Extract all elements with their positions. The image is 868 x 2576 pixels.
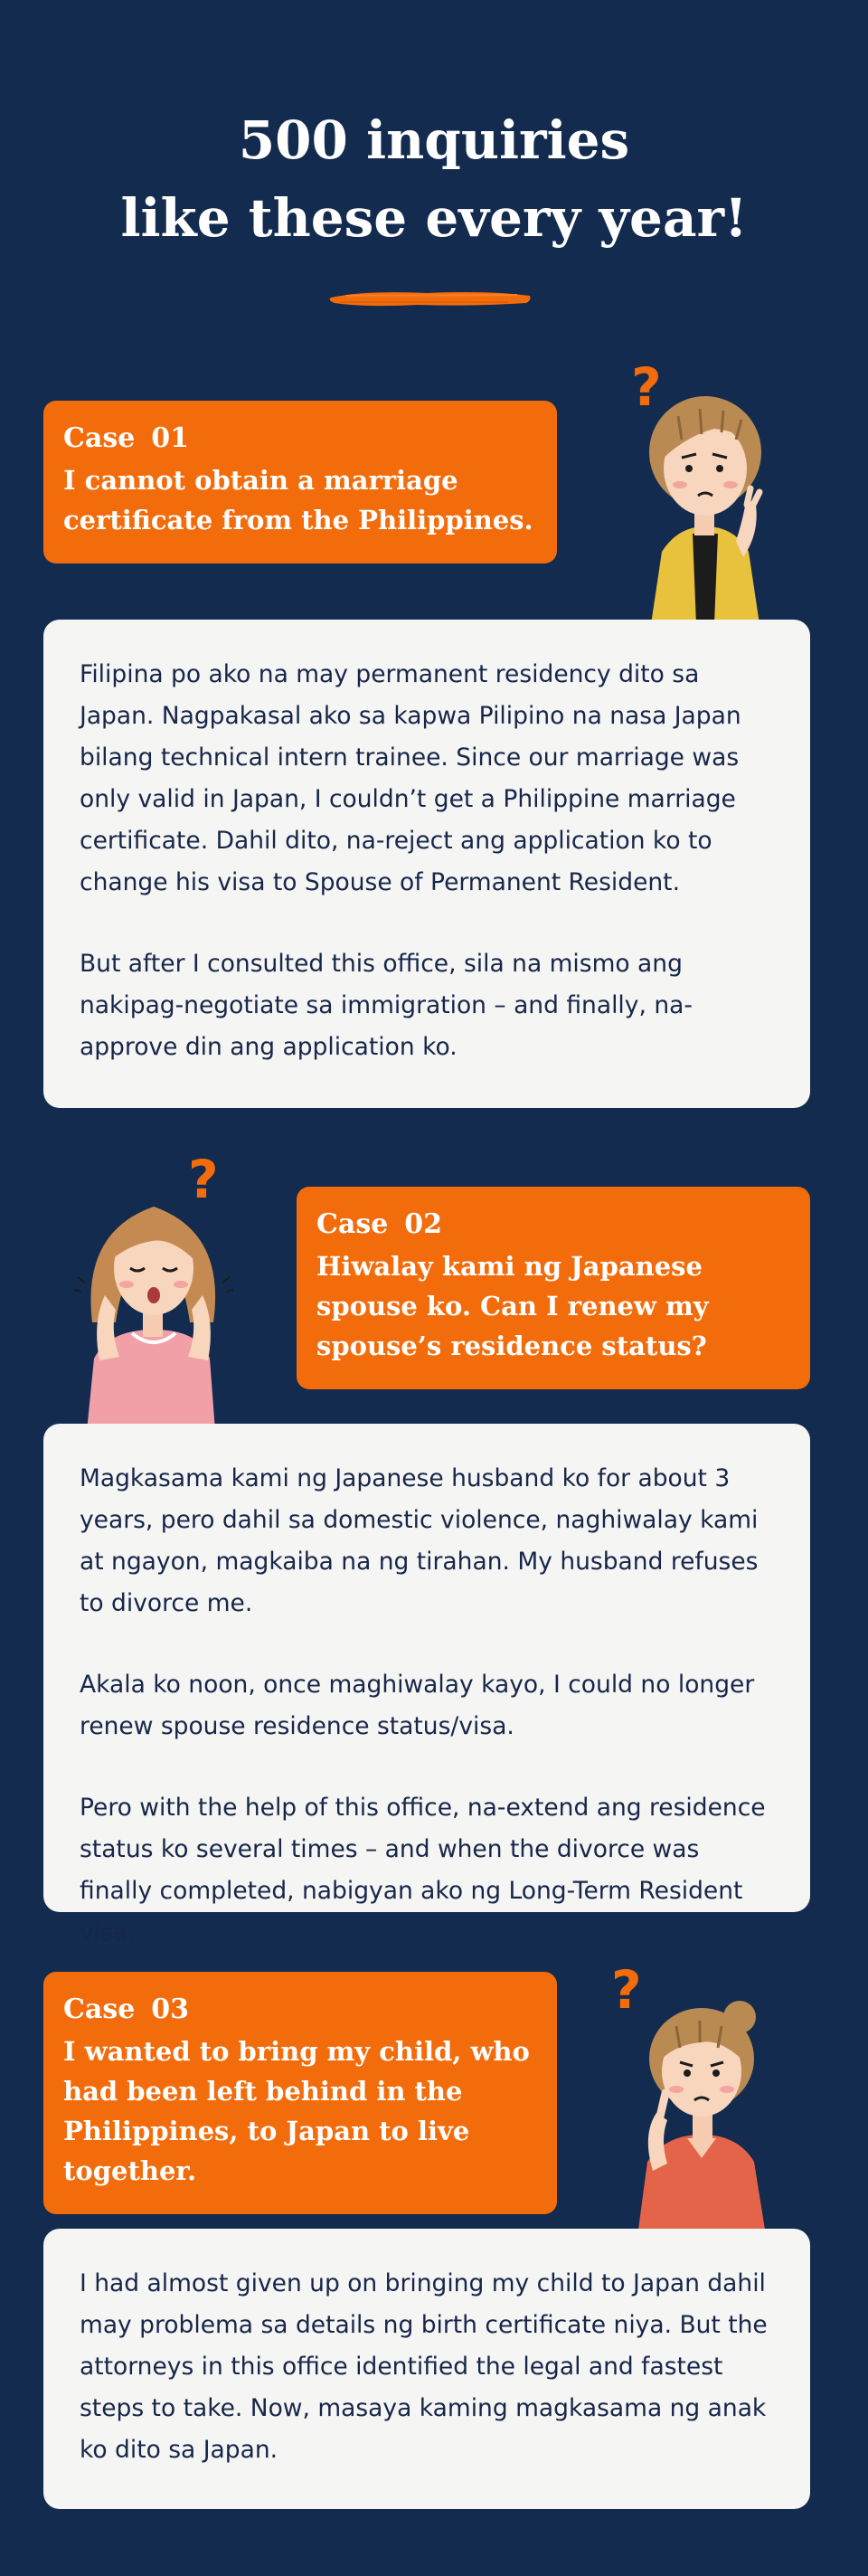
page-headline [0,101,868,257]
case-03-paragraph-1: I had almost given up on bringing my child to Japan dahil may problema sa details ng birth certificate niya. But the attorneys in this office identified the legal and fastest steps to take. Now, masaya kaming magkasama ng anak ko dito sa Japan. [80,2269,768,2464]
headline-line-1: 500 inquiries [238,109,630,171]
case-02-tag [297,1187,810,1389]
case-02-label: Case 02 [316,1208,443,1240]
case-03-label: Case 03 [63,1994,190,2025]
case-01-paragraph-1: Filipina po ako na may permanent residency dito sa Japan. Nagpakasal ako sa kapwa Pilipino na nasa Japan bilang technical intern trainee. Since our marriage was only valid in Japan, I couldn’t get a Philippine marriage certificate. Dahil dito, na-reject ang application ko to change his visa to Spouse of Permanent Resident. [80,660,741,896]
case-02-title: Hiwalay kami ng Japanese spouse ko. Can I renew my spouse’s residence status? [316,1251,709,1361]
brush-stroke-divider [327,288,533,309]
case-01-tag [43,401,557,564]
case-02-paragraph-2: Akala ko noon, once maghiwalay kayo, I could no longer renew spouse residence status/visa. [80,1671,755,1740]
case-02-paragraph-1: Magkasama kami ng Japanese husband ko for about 3 years, pero dahil sa domestic violence, naghiwalay kami at ngayon, magkaiba na ng tirahan. My husband refuses to divorce me. [80,1464,759,1617]
headline-line-2: like these every year! [120,187,748,249]
case-03-card [43,2229,810,2509]
case-03-title: I wanted to bring my child, who had been left behind in the Philippines, to Japan to live together. [63,2036,530,2186]
case-01-card [43,620,810,1108]
thinking-woman-red-top-icon [611,1954,783,2230]
case-02-paragraph-3: Pero with the help of this office, na-extend ang residence status ko several times – and when the divorce was finally completed, nabigyan ako ng Long-Term Resident visa. [80,1794,766,1946]
case-02-card [43,1424,810,1946]
distressed-woman-pink-top-icon [72,1151,235,1431]
case-01-paragraph-2: But after I consulted this office, sila na mismo ang nakipag-negotiate sa immigration – and finally, na-approve din ang application ko. [80,950,693,1061]
worried-woman-yellow-jacket-icon [624,353,787,624]
case-01-title: I cannot obtain a marriage certificate from the Philippines. [63,465,533,535]
case-03-tag [43,1972,557,2214]
case-01-label: Case 01 [63,422,190,454]
svg-text:?: ? [188,1151,219,1210]
svg-text:?: ? [631,356,662,418]
svg-text:?: ? [611,1959,642,2021]
